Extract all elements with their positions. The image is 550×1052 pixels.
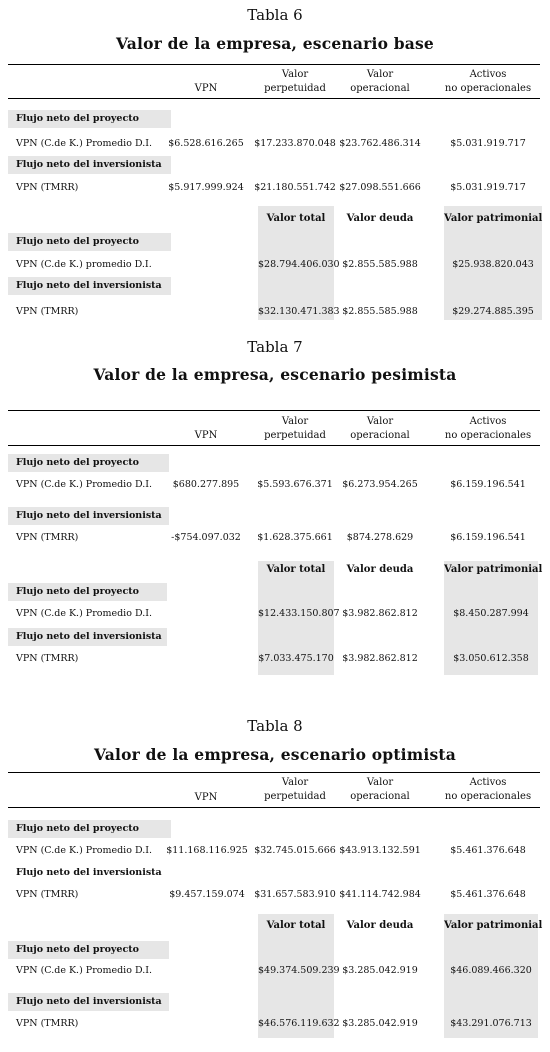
row-label: VPN (C.de K.) Promedio D.I.	[16, 965, 153, 976]
row-label: VPN (TMRR)	[16, 1018, 79, 1029]
header-valor-perpetuidad: Valor perpetuidad	[264, 416, 326, 441]
header-vpn: VPN	[194, 430, 218, 441]
cell-activos: $5.031.919.717	[450, 182, 526, 193]
table-caption: Tabla 6	[247, 6, 303, 24]
group-label: Flujo neto del proyecto	[16, 457, 139, 468]
row-label: VPN (TMRR)	[16, 653, 79, 664]
table-title: Valor de la empresa, escenario pesimista	[93, 365, 457, 384]
cell-deuda: $2.855.585.988	[342, 306, 418, 317]
cell-patrimonial: $25.938.820.043	[452, 259, 534, 270]
cell-activos: $6.159.196.541	[450, 479, 526, 490]
cell-operacional: $41.114.742.984	[339, 889, 421, 900]
header-rule	[8, 445, 540, 446]
cell-patrimonial: $3.050.612.358	[453, 653, 529, 664]
table-title: Valor de la empresa, escenario optimista	[94, 745, 456, 764]
top-rule	[8, 410, 540, 411]
row-label: VPN (TMRR)	[16, 532, 79, 543]
header-valor-perpetuidad: Valor perpetuidad	[264, 69, 326, 94]
cell-perpetuidad: $32.745.015.666	[254, 845, 336, 856]
cell-patrimonial: $8.450.287.994	[453, 608, 529, 619]
group-label: Flujo neto del inversionista	[16, 159, 162, 170]
group-label: Flujo neto del inversionista	[16, 510, 162, 521]
row-label: VPN (C.de K.) Promedio D.I.	[16, 845, 153, 856]
header-valor-total: Valor total	[266, 213, 326, 224]
cell-operacional: $43.913.132.591	[339, 845, 421, 856]
cell-vpn: $6.528.616.265	[168, 138, 244, 149]
row-label: VPN (TMRR)	[16, 889, 79, 900]
header-valor-perpetuidad: Valor perpetuidad	[264, 777, 326, 802]
header-valor-patrimonial: Valor patrimonial	[444, 564, 543, 575]
cell-total: $46.576.119.632	[258, 1018, 340, 1029]
header-valor-patrimonial: Valor patrimonial	[444, 920, 543, 931]
cell-perpetuidad: $5.593.676.371	[257, 479, 333, 490]
header-rule	[8, 807, 540, 808]
cell-total: $32.130.471.383	[258, 306, 340, 317]
group-label: Flujo neto del proyecto	[16, 944, 139, 955]
cell-activos: $5.031.919.717	[450, 138, 526, 149]
cell-deuda: $3.285.042.919	[342, 965, 418, 976]
header-activos: Activos no operacionales	[444, 69, 532, 94]
header-vpn: VPN	[194, 83, 218, 94]
group-label: Flujo neto del inversionista	[16, 631, 162, 642]
header-valor-deuda: Valor deuda	[346, 564, 414, 575]
header-activos: Activos no operacionales	[444, 777, 532, 802]
group-label: Flujo neto del inversionista	[16, 867, 162, 878]
header-vpn: VPN	[194, 792, 218, 803]
cell-perpetuidad: $21.180.551.742	[254, 182, 336, 193]
header-valor-operacional: Valor operacional	[350, 777, 410, 802]
cell-vpn: $11.168.116.925	[166, 845, 248, 856]
group-label: Flujo neto del proyecto	[16, 823, 139, 834]
top-rule	[8, 64, 540, 65]
header-valor-total: Valor total	[266, 920, 326, 931]
cell-vpn: $5.917.999.924	[168, 182, 244, 193]
cell-deuda: $3.285.042.919	[342, 1018, 418, 1029]
row-label: VPN (C.de K.) Promedio D.I.	[16, 608, 153, 619]
group-label: Flujo neto del proyecto	[16, 236, 139, 247]
header-valor-deuda: Valor deuda	[346, 213, 414, 224]
row-label: VPN (C.de K.) Promedio D.I.	[16, 138, 153, 149]
header-activos: Activos no operacionales	[444, 416, 532, 441]
group-label: Flujo neto del inversionista	[16, 280, 162, 291]
cell-operacional: $6.273.954.265	[342, 479, 418, 490]
group-label: Flujo neto del proyecto	[16, 586, 139, 597]
cell-vpn: $680.277.895	[172, 479, 240, 490]
cell-operacional: $874.278.629	[346, 532, 414, 543]
cell-total: $7.033.475.170	[258, 653, 334, 664]
cell-activos: $5.461.376.648	[450, 845, 526, 856]
cell-patrimonial: $46.089.466.320	[450, 965, 532, 976]
table-caption: Tabla 7	[247, 338, 303, 356]
cell-deuda: $3.982.862.812	[342, 608, 418, 619]
row-label: VPN (TMRR)	[16, 306, 79, 317]
cell-operacional: $27.098.551.666	[339, 182, 421, 193]
cell-deuda: $2.855.585.988	[342, 259, 418, 270]
row-label: VPN (C.de K.) Promedio D.I.	[16, 479, 153, 490]
header-valor-patrimonial: Valor patrimonial	[444, 213, 543, 224]
table-title: Valor de la empresa, escenario base	[115, 34, 434, 53]
cell-perpetuidad: $31.657.583.910	[254, 889, 336, 900]
top-rule	[8, 772, 540, 773]
cell-total: $28.794.406.030	[258, 259, 340, 270]
cell-total: $12.433.150.807	[258, 608, 340, 619]
cell-activos: $6.159.196.541	[450, 532, 526, 543]
group-label: Flujo neto del proyecto	[16, 113, 139, 124]
cell-vpn: $9.457.159.074	[169, 889, 245, 900]
header-rule	[8, 98, 540, 99]
table-caption: Tabla 8	[247, 717, 303, 735]
cell-deuda: $3.982.862.812	[342, 653, 418, 664]
row-label: VPN (TMRR)	[16, 182, 79, 193]
cell-operacional: $23.762.486.314	[339, 138, 421, 149]
row-label: VPN (C.de K.) promedio D.I.	[16, 259, 152, 270]
group-label: Flujo neto del inversionista	[16, 996, 162, 1007]
header-valor-deuda: Valor deuda	[346, 920, 414, 931]
cell-total: $49.374.509.239	[258, 965, 340, 976]
cell-patrimonial: $43.291.076.713	[450, 1018, 532, 1029]
cell-patrimonial: $29.274.885.395	[452, 306, 534, 317]
cell-perpetuidad: $17.233.870.048	[254, 138, 336, 149]
header-valor-operacional: Valor operacional	[350, 416, 410, 441]
cell-perpetuidad: $1.628.375.661	[257, 532, 333, 543]
cell-activos: $5.461.376.648	[450, 889, 526, 900]
cell-vpn: -$754.097.032	[171, 532, 241, 543]
header-valor-operacional: Valor operacional	[350, 69, 410, 94]
header-valor-total: Valor total	[266, 564, 326, 575]
